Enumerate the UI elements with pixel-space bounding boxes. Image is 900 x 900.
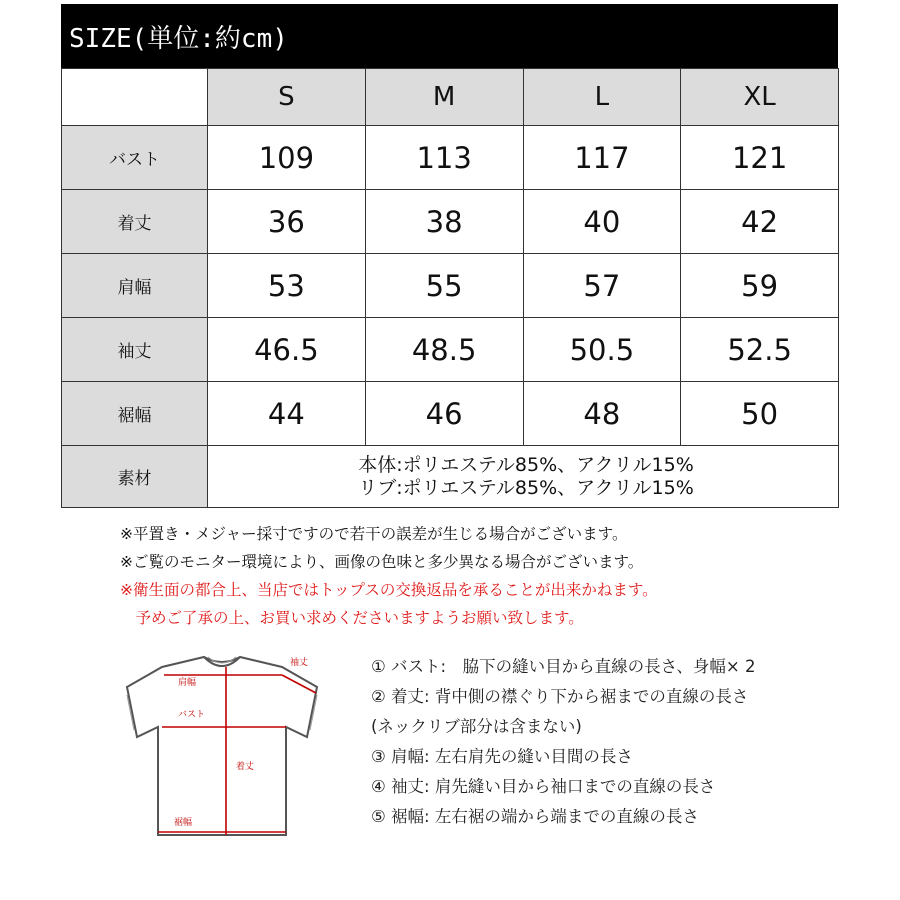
- diagram-label-shoulder: 肩幅: [178, 678, 197, 688]
- table-cell: 36: [208, 190, 366, 254]
- table-cell: 121: [681, 126, 839, 190]
- diagram-label-length: 着丈: [236, 762, 255, 772]
- table-cell: 48.5: [365, 318, 523, 382]
- table-row: [62, 126, 839, 190]
- table-cell: 53: [208, 254, 366, 318]
- legend-item-length: ② 着丈: 背中側の襟ぐり下から裾までの直線の長さ: [371, 687, 749, 706]
- table-cell: 55: [365, 254, 523, 318]
- table-row: [62, 254, 839, 318]
- size-header-m: M: [365, 69, 523, 126]
- table-cell: 44: [208, 382, 366, 446]
- tshirt-diagram-svg: [122, 645, 337, 840]
- table-cell: 50.5: [523, 318, 681, 382]
- table-cell: 38: [365, 190, 523, 254]
- material-rib-text: リブ:ポリエステル85%、アクリル15%: [358, 476, 694, 499]
- table-row: [62, 190, 839, 254]
- table-cell: 113: [365, 126, 523, 190]
- diagram-label-sleeve: 袖丈: [290, 658, 309, 668]
- table-cell: 42: [681, 190, 839, 254]
- table-cell: 57: [523, 254, 681, 318]
- row-label-bust: バスト: [62, 126, 208, 190]
- table-row: [62, 382, 839, 446]
- measurement-legend: [371, 652, 851, 832]
- table-cell: 46: [365, 382, 523, 446]
- note-line: ※平置き・メジャー採寸ですので若干の誤差が生じる場合がございます。: [120, 525, 628, 543]
- row-label-length: 着丈: [62, 190, 208, 254]
- table-cell: 46.5: [208, 318, 366, 382]
- table-header-row: [62, 69, 839, 126]
- row-label-hem: 裾幅: [62, 382, 208, 446]
- table-cell: 48: [523, 382, 681, 446]
- note-line-warning: ※衛生面の都合上、当店ではトップスの交換返品を承ることが出来かねます。: [120, 581, 658, 599]
- legend-item-length-note: (ネックリブ部分は含まない): [371, 717, 582, 736]
- header-corner-cell: [62, 69, 208, 126]
- row-label-sleeve: 袖丈: [62, 318, 208, 382]
- row-label-material: 素材: [62, 446, 208, 508]
- legend-item-sleeve: ④ 袖丈: 肩先縫い目から袖口までの直線の長さ: [371, 777, 716, 796]
- table-cell: 50: [681, 382, 839, 446]
- legend-item-hem: ⑤ 裾幅: 左右裾の端から端までの直線の長さ: [371, 807, 699, 826]
- table-cell: 40: [523, 190, 681, 254]
- diagram-label-bust: バスト: [178, 710, 206, 720]
- size-header-l: L: [523, 69, 681, 126]
- material-row: [62, 446, 839, 508]
- tshirt-measurement-diagram: [122, 645, 337, 840]
- size-header-xl: XL: [681, 69, 839, 126]
- size-header-s: S: [208, 69, 366, 126]
- table-cell: 52.5: [681, 318, 839, 382]
- size-table: [61, 68, 839, 508]
- notes-block: [120, 520, 840, 632]
- table-cell: 109: [208, 126, 366, 190]
- table-cell: 117: [523, 126, 681, 190]
- material-cell: [208, 446, 839, 508]
- row-label-shoulder: 肩幅: [62, 254, 208, 318]
- note-line: ※ご覧のモニター環境により、画像の色味と多少異なる場合がございます。: [120, 553, 644, 571]
- table-cell: 59: [681, 254, 839, 318]
- note-line-warning: 予めご了承の上、お買い求めくださいますようお願い致します。: [120, 609, 584, 627]
- legend-item-shoulder: ③ 肩幅: 左右肩先の縫い目間の長さ: [371, 747, 633, 766]
- size-table-title: SIZE(単位:約cm): [61, 4, 838, 68]
- legend-item-bust: ① バスト: 脇下の縫い目から直線の長さ、身幅× 2: [371, 657, 756, 676]
- tshirt-outline: [127, 657, 317, 835]
- table-row: [62, 318, 839, 382]
- material-body-text: 本体:ポリエステル85%、アクリル15%: [358, 453, 694, 476]
- diagram-label-hem: 裾幅: [174, 818, 193, 828]
